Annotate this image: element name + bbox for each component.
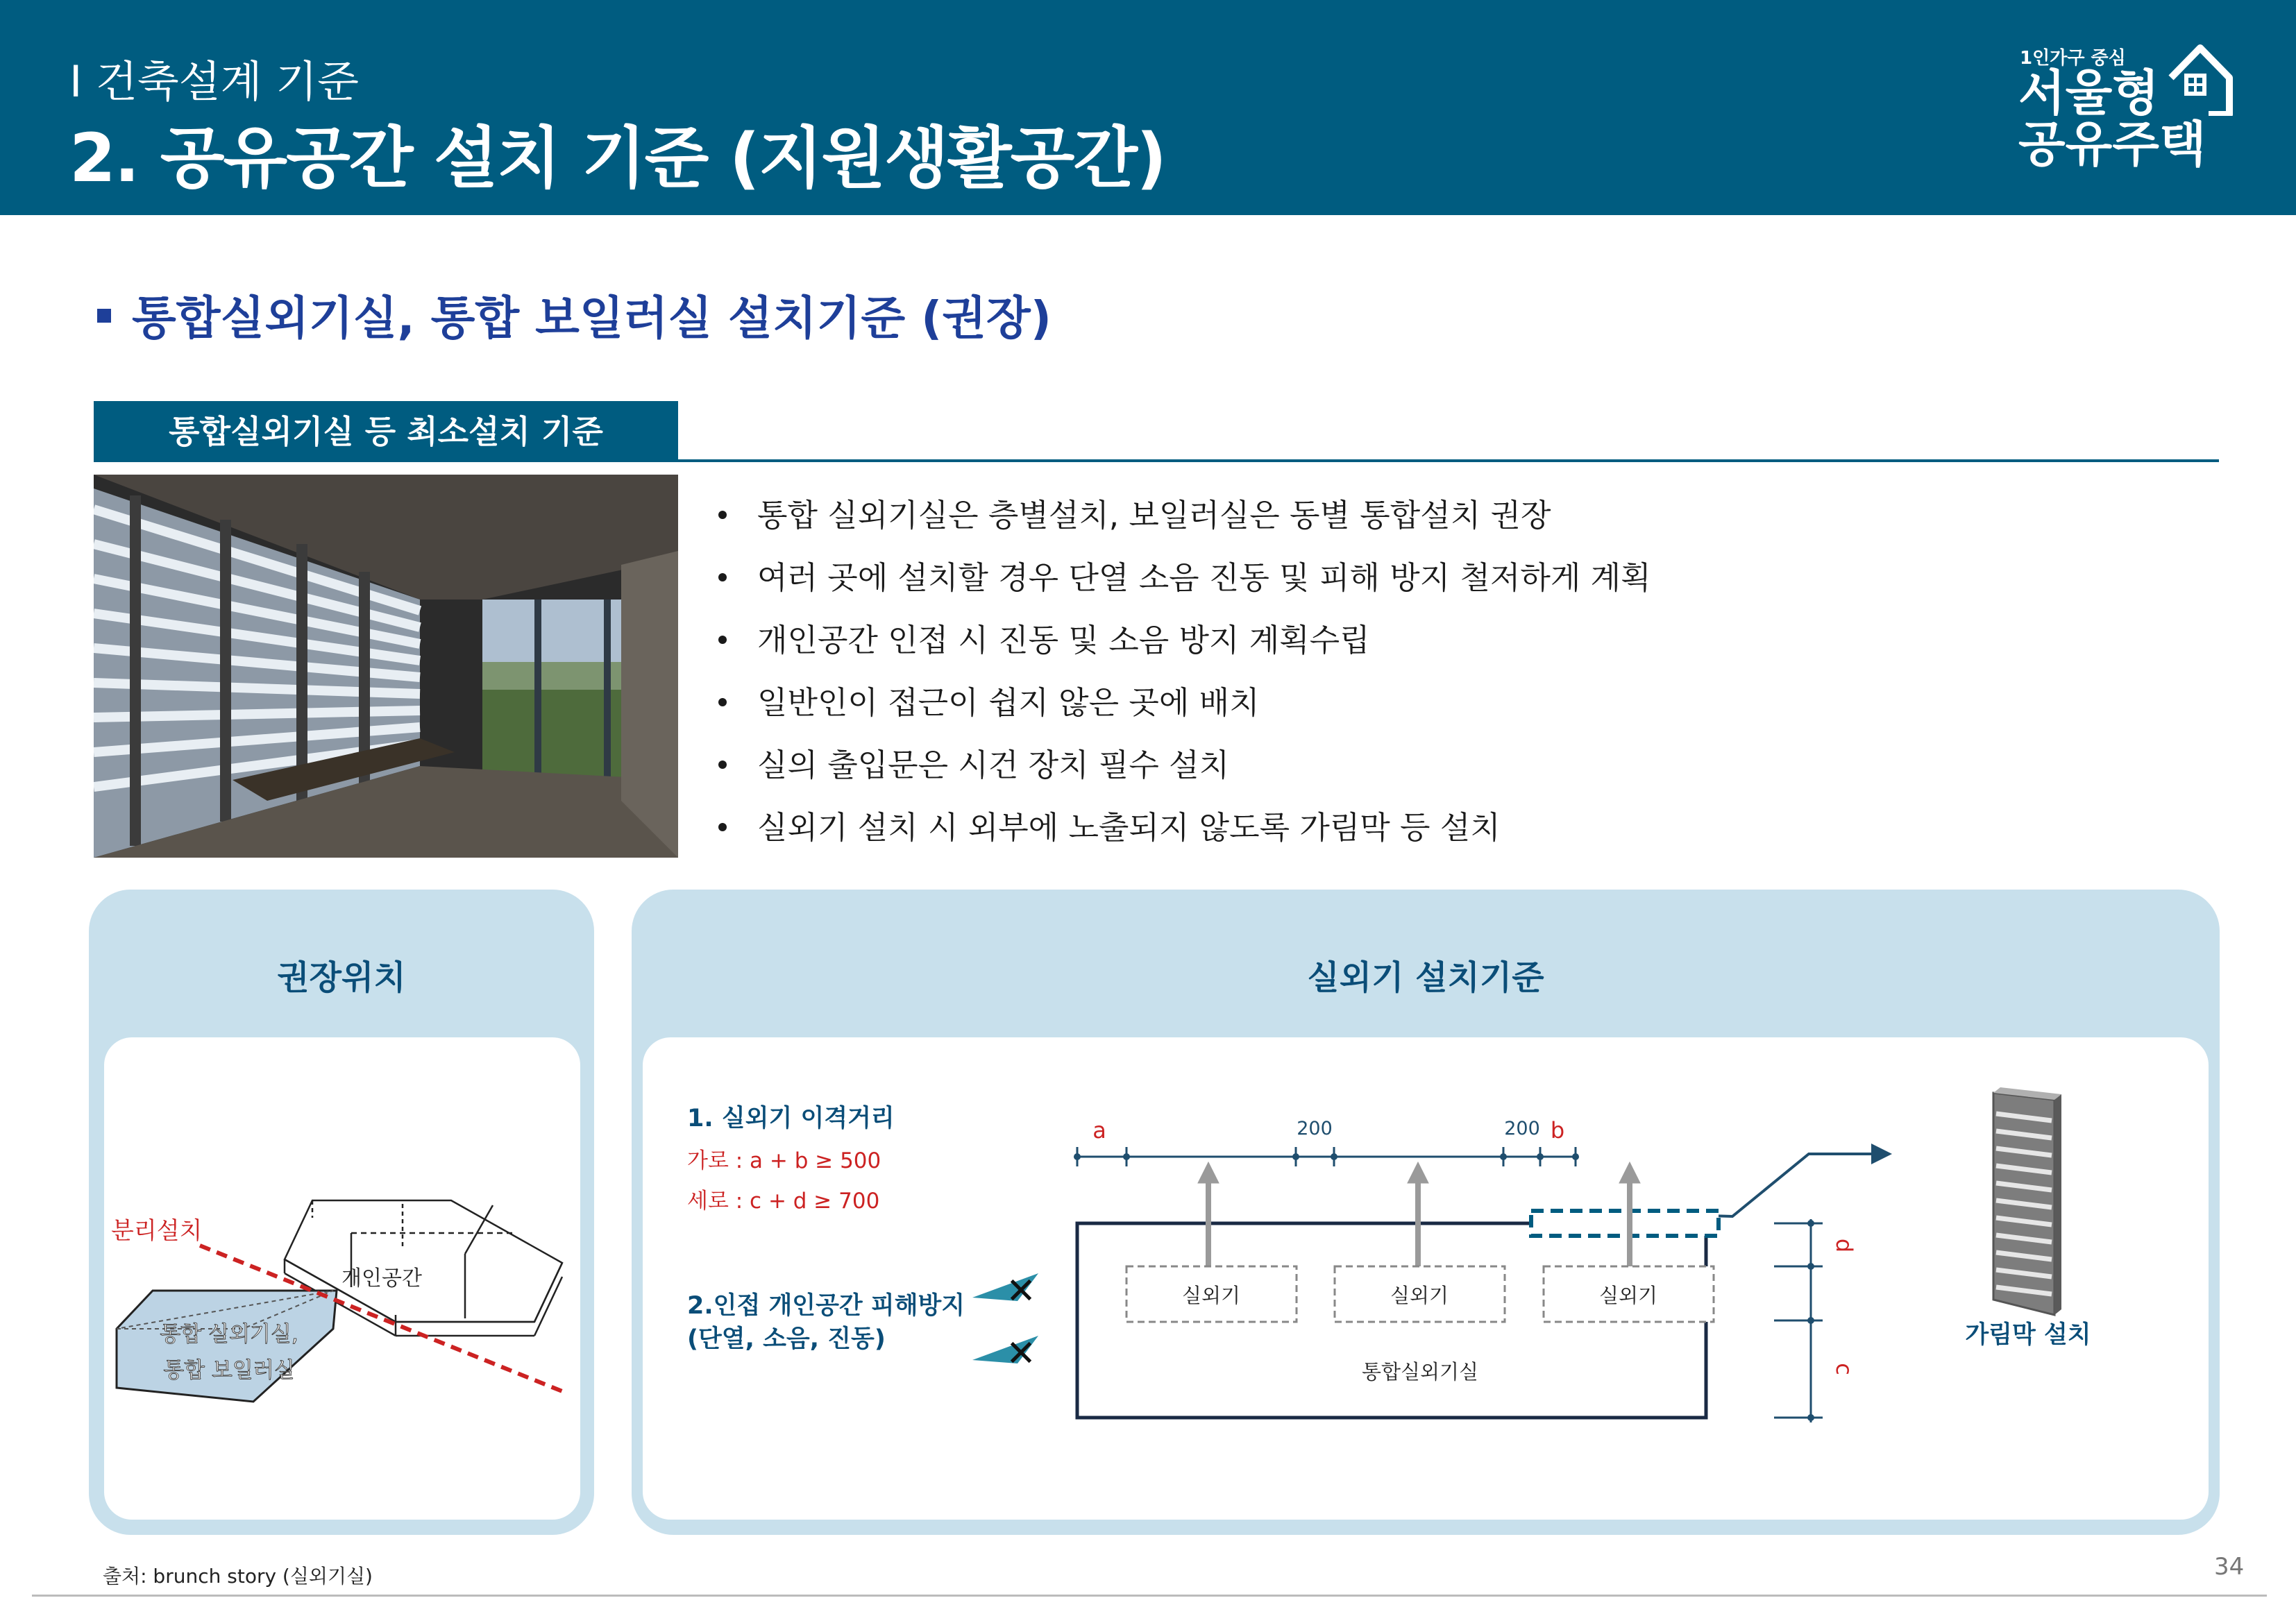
logo-line1: 서울형 bbox=[2018, 65, 2159, 121]
louver-screen-image bbox=[1993, 1087, 2061, 1315]
list-item-text: 실의 출입문은 시건 장치 필수 설치 bbox=[757, 747, 1230, 783]
recommended-location-diagram-box bbox=[104, 1037, 580, 1520]
outdoor-unit-label: 실외기 bbox=[1390, 1284, 1449, 1307]
outdoor-unit-diagram bbox=[643, 1037, 2209, 1520]
private-space-label: 개인공간 bbox=[341, 1266, 422, 1291]
criteria-tab: 통합실외기실 등 최소설치 기준 bbox=[94, 401, 678, 462]
dimension-a-label: a bbox=[1092, 1117, 1106, 1144]
list-item bbox=[718, 618, 1651, 680]
recommended-location-title: 권장위치 bbox=[277, 958, 406, 997]
svg-text:✕: ✕ bbox=[1006, 1333, 1036, 1375]
svg-text:✕: ✕ bbox=[1006, 1271, 1036, 1312]
list-item-text: 개인공간 인접 시 진동 및 소음 방지 계획수립 bbox=[757, 622, 1370, 658]
dimension-b-label: b bbox=[1550, 1117, 1565, 1144]
logo-tagline: 1인가구 중심 bbox=[2020, 48, 2126, 69]
brand-logo bbox=[2013, 38, 2235, 177]
header-bar bbox=[0, 0, 2296, 215]
bullet-dot-icon bbox=[718, 636, 727, 644]
spacing-label-1: 200 bbox=[1297, 1118, 1333, 1139]
dimension-c-label: c bbox=[1831, 1363, 1857, 1375]
screen-label: 가림막 설치 bbox=[1965, 1321, 2091, 1349]
screen-position-marker bbox=[1531, 1211, 1719, 1236]
blocked-direction-icon bbox=[972, 1271, 1038, 1375]
page-number: 34 bbox=[2214, 1553, 2245, 1581]
tab-underline bbox=[678, 459, 2219, 462]
protection-heading-line1: 2.인접 개인공간 피해방지 bbox=[687, 1292, 965, 1320]
location-diagram bbox=[104, 1037, 580, 1520]
bullet-dot-icon bbox=[718, 760, 727, 769]
source-note: 출처: brunch story (실외기실) bbox=[103, 1565, 373, 1588]
bullet-dot-icon bbox=[718, 823, 727, 831]
separation-label: 분리설치 bbox=[111, 1217, 203, 1245]
page-title: 2. 공유공간 설치 기준 (지원생활공간) bbox=[69, 119, 1166, 197]
house-icon bbox=[2166, 40, 2235, 116]
outdoor-unit-standard-title: 실외기 설치기준 bbox=[1307, 958, 1544, 997]
vertical-dimension-line bbox=[1774, 1219, 1823, 1422]
square-bullet-icon bbox=[97, 309, 111, 323]
list-item bbox=[718, 493, 1651, 555]
outdoor-unit-standard-panel bbox=[632, 890, 2220, 1535]
list-item-text: 실외기 설치 시 외부에 노출되지 않도록 가림막 등 설치 bbox=[757, 809, 1501, 846]
integrated-room-label-line2: 통합 보일러실 bbox=[163, 1358, 295, 1383]
outdoor-unit-diagram-box bbox=[643, 1037, 2209, 1520]
list-item bbox=[718, 555, 1651, 618]
chapter-subtitle: I 건축설계 기준 bbox=[69, 56, 360, 107]
bullet-dot-icon bbox=[718, 511, 727, 519]
bullet-dot-icon bbox=[718, 573, 727, 581]
section-heading bbox=[97, 281, 1052, 347]
clearance-heading: 1. 실외기 이격거리 bbox=[687, 1105, 895, 1132]
criteria-list bbox=[718, 493, 1651, 867]
outdoor-unit-label: 실외기 bbox=[1181, 1284, 1241, 1307]
integrated-room-label: 통합실외기실 bbox=[1361, 1360, 1479, 1384]
protection-heading-line2: (단열, 소음, 진동) bbox=[687, 1325, 886, 1353]
recommended-location-panel bbox=[89, 890, 594, 1535]
screen-pointer-arrow bbox=[1663, 1154, 1885, 1216]
section-heading-text: 통합실외기실, 통합 보일러실 설치기준 (권장) bbox=[132, 291, 1052, 345]
spacing-label-2: 200 bbox=[1504, 1118, 1540, 1139]
bullet-dot-icon bbox=[718, 698, 727, 706]
list-item-text: 여러 곳에 설치할 경우 단열 소음 진동 및 피해 방지 철저하게 계획 bbox=[757, 559, 1651, 596]
clearance-vertical: 세로 : c + d ≥ 700 bbox=[687, 1189, 880, 1214]
list-item bbox=[718, 680, 1651, 742]
logo-line2: 공유주택 bbox=[2018, 116, 2206, 173]
outdoor-unit-label: 실외기 bbox=[1598, 1284, 1658, 1307]
list-item bbox=[718, 805, 1651, 867]
footer-divider bbox=[32, 1595, 2267, 1597]
list-item-text: 일반인이 접근이 쉽지 않은 곳에 배치 bbox=[757, 684, 1260, 721]
dimension-d-label: d bbox=[1831, 1238, 1857, 1253]
list-item bbox=[718, 742, 1651, 805]
integrated-room-label-line1: 통합 실외기실, bbox=[160, 1322, 298, 1347]
clearance-horizontal: 가로 : a + b ≥ 500 bbox=[687, 1148, 881, 1173]
list-item-text: 통합 실외기실은 층별설치, 보일러실은 동별 통합설치 권장 bbox=[757, 497, 1551, 534]
outdoor-unit-room-photo bbox=[94, 475, 678, 858]
